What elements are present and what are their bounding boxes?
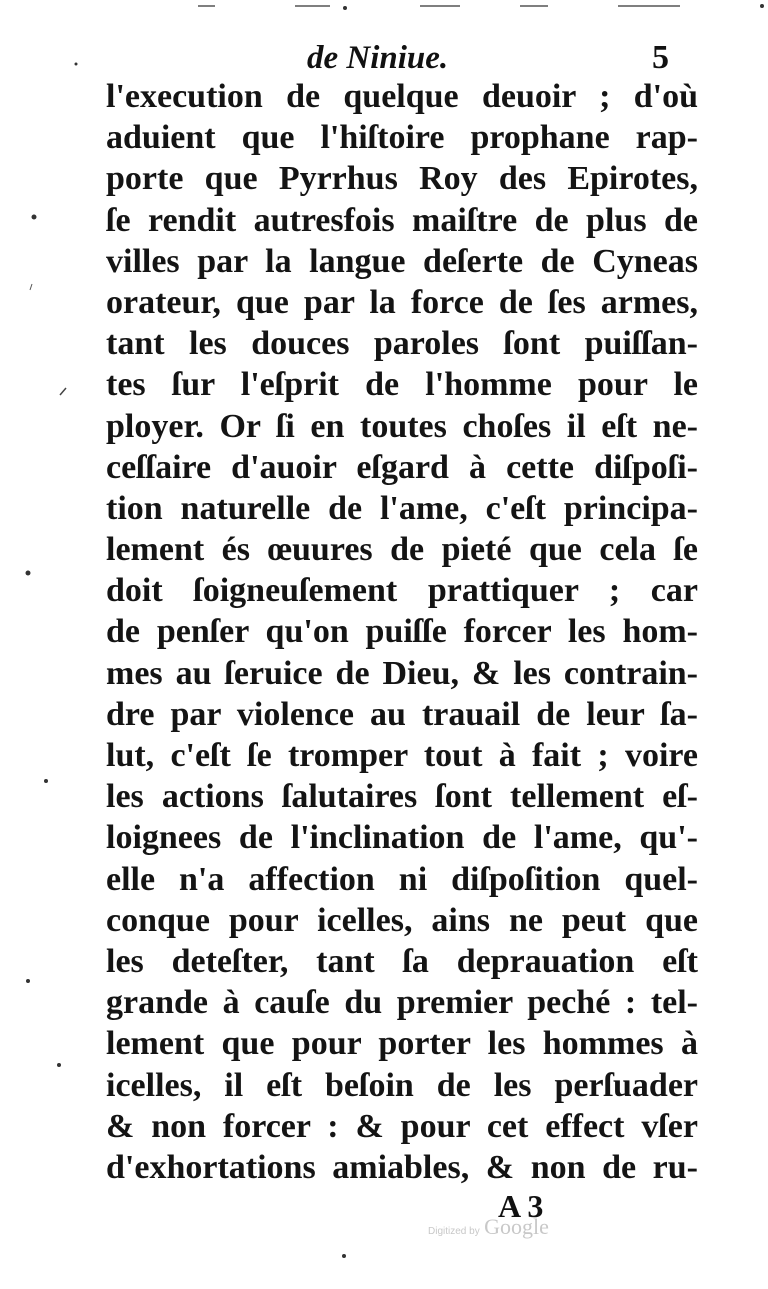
watermark-prefix: Digitized by xyxy=(428,1226,480,1237)
text-line: ployer. Or ſi en toutes choſes il eſt ne- xyxy=(106,407,698,445)
text-line: ſe rendit autresfois maiſtre de plus de xyxy=(106,201,698,239)
text-line: elle n'a affection ni diſpoſition quel- xyxy=(106,860,698,898)
watermark-logo: Google xyxy=(484,1214,549,1239)
digitized-watermark xyxy=(428,1214,549,1240)
text-line: tes ſur l'eſprit de l'homme pour le xyxy=(106,366,698,404)
text-line: d'exhortations amiables, & non de ru- xyxy=(106,1148,698,1186)
text-line: mes au ſeruice de Dieu, & les contrain- xyxy=(106,654,698,692)
text-line: lut, c'eſt ſe tromper tout à fait ; voire xyxy=(106,737,698,774)
text-line: icelles, il eſt beſoin de les perſuader xyxy=(106,1066,698,1104)
text-line: aduient que l'hiſtoire prophane rap- xyxy=(106,119,698,157)
text-line: de penſer qu'on puiſſe forcer les hom- xyxy=(106,613,698,651)
text-line: & non forcer : & pour cet effect vſer xyxy=(106,1107,698,1145)
text-line: lement és œuures de pieté que cela ſe xyxy=(106,531,698,569)
text-line: porte que Pyrrhus Roy des Epirotes, xyxy=(106,160,698,198)
text-line: conque pour icelles, ains ne peut que xyxy=(106,901,698,939)
text-line: lement que pour porter les hommes à xyxy=(106,1025,698,1063)
text-line: orateur, que par la force de ſes armes, xyxy=(106,283,698,321)
page-number: 5 xyxy=(652,39,669,76)
text-line: les actions ſalutaires ſont tellement eſ- xyxy=(106,778,698,816)
body-text xyxy=(106,76,698,1188)
text-line: tion naturelle de l'ame, c'eſt principa- xyxy=(106,489,698,527)
text-line: villes par la langue deſerte de Cyneas xyxy=(106,242,698,280)
signature-mark: A 3 xyxy=(498,1188,544,1224)
text-line: l'execution de quelque deuoir ; d'où xyxy=(106,78,698,115)
text-line: les deteſter, tant ſa deprauation eſt xyxy=(106,942,698,980)
page-footer xyxy=(0,1186,768,1246)
text-line: grande à cauſe du premier peché : tel- xyxy=(106,984,698,1022)
text-line: ceſſaire d'auoir eſgard à cette diſpoſi- xyxy=(106,448,698,486)
page-header xyxy=(0,36,768,80)
text-line: doit ſoigneuſement prattiquer ; car xyxy=(106,572,698,610)
text-line: dre par violence au trauail de leur ſa- xyxy=(106,695,698,733)
text-line: loignees de l'inclination de l'ame, qu'- xyxy=(106,819,698,857)
text-line: tant les douces paroles ſont puiſſan- xyxy=(106,325,698,363)
running-head: de Niniue. xyxy=(307,40,449,76)
